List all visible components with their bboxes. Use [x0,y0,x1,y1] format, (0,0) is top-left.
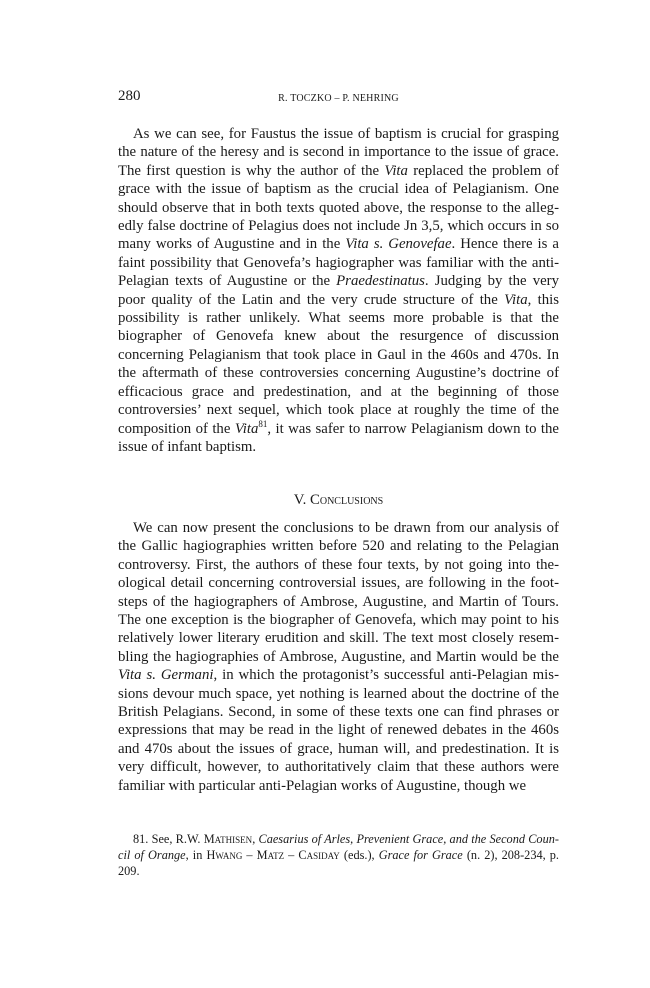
footnote-number: 81. [133,832,149,846]
body-paragraph-1 [118,125,559,456]
section-numeral: V. [293,492,307,508]
paragraph-text: As we can see, for Faustus the issue of baptism is crucial for grasping the nature of the heresy and is second in importance to the issue of grace. The first question is why the author of the Vita replaced the problem of grace with the issue of baptism as the crucial idea of Pelagianism. One should observe that in both texts quoted above, the response to the allegedly false doctrine of Pelagius does not include Jn 3,5, which occurs in so many works of Augustine and in the Vita s. Genovefae. Hence there is a faint possibility that Genovefa’s hagiographer was familiar with the anti-Pelagian texts of Augustine or the Praedestinatus. Judging by the very poor quality of the Latin and the very crude structure of the Vita, this possibility is rather unlikely. What seems more probable is that the biographer of Genovefa knew about the resurgence of discussion concerning Pelagianism that took place in Gaul in the 460s and 470s. In the aftermath of these controversies concerning Augustine’s doctrine of efficacious grace and predestination, and at the beginning of those controversies’ next sequel, which took place at roughly the time of the composition of the Vita$^{81}$, it was safer to narrow Pelagianism down to the issue of infant baptism. [118,126,559,455]
book-page [118,0,559,988]
page-header [118,88,559,108]
body-paragraph-2 [118,519,559,795]
page-number: 280 [118,88,141,104]
section-title: Conclusions [309,492,384,508]
running-head: R. TOCZKO – P. NEHRING [278,93,399,104]
footnote-reference[interactable]: 81 [258,418,268,429]
footnote-81 [118,831,559,880]
paragraph-text: We can now present the conclusions to be drawn from our analysis of the Gallic hagiographies written before 520 and relating to the Pelagian controversy. First, the authors of these four texts, by not going into theological detail concerning controversial issues, are following in the footsteps of the hagiographers of Ambrose, Augustine, and Martin of Tours. The one exception is the biographer of Genovefa, which may point to his relatively lower literary erudition and skill. The text most closely resembling the hagiographies of Ambrose, Augustine, and Martin would be the Vita s. Germani, in which the protagonist’s successful anti-Pelagian missions devour much space, yet nothing is learned about the doctrine of the British Pelagians. Second, in some of these texts one can find phrases or expressions that may be read in the light of renewed debates in the 460s and 470s about the issues of grace, human will, and predestination. It is very difficult, however, to authoritatively claim that these authors were familiar with particular anti-Pelagian works of Augustine, though we [118,520,559,794]
footnote-text: 81. See, R.W. Mathisen, Caesarius of Arles, Prevenient Grace, and the Second Council of Orange, in Hwang – Matz – Casiday (eds.), Grace for Grace (n. 2), 208-234, p. 209. [118,832,560,879]
section-heading [118,492,559,509]
